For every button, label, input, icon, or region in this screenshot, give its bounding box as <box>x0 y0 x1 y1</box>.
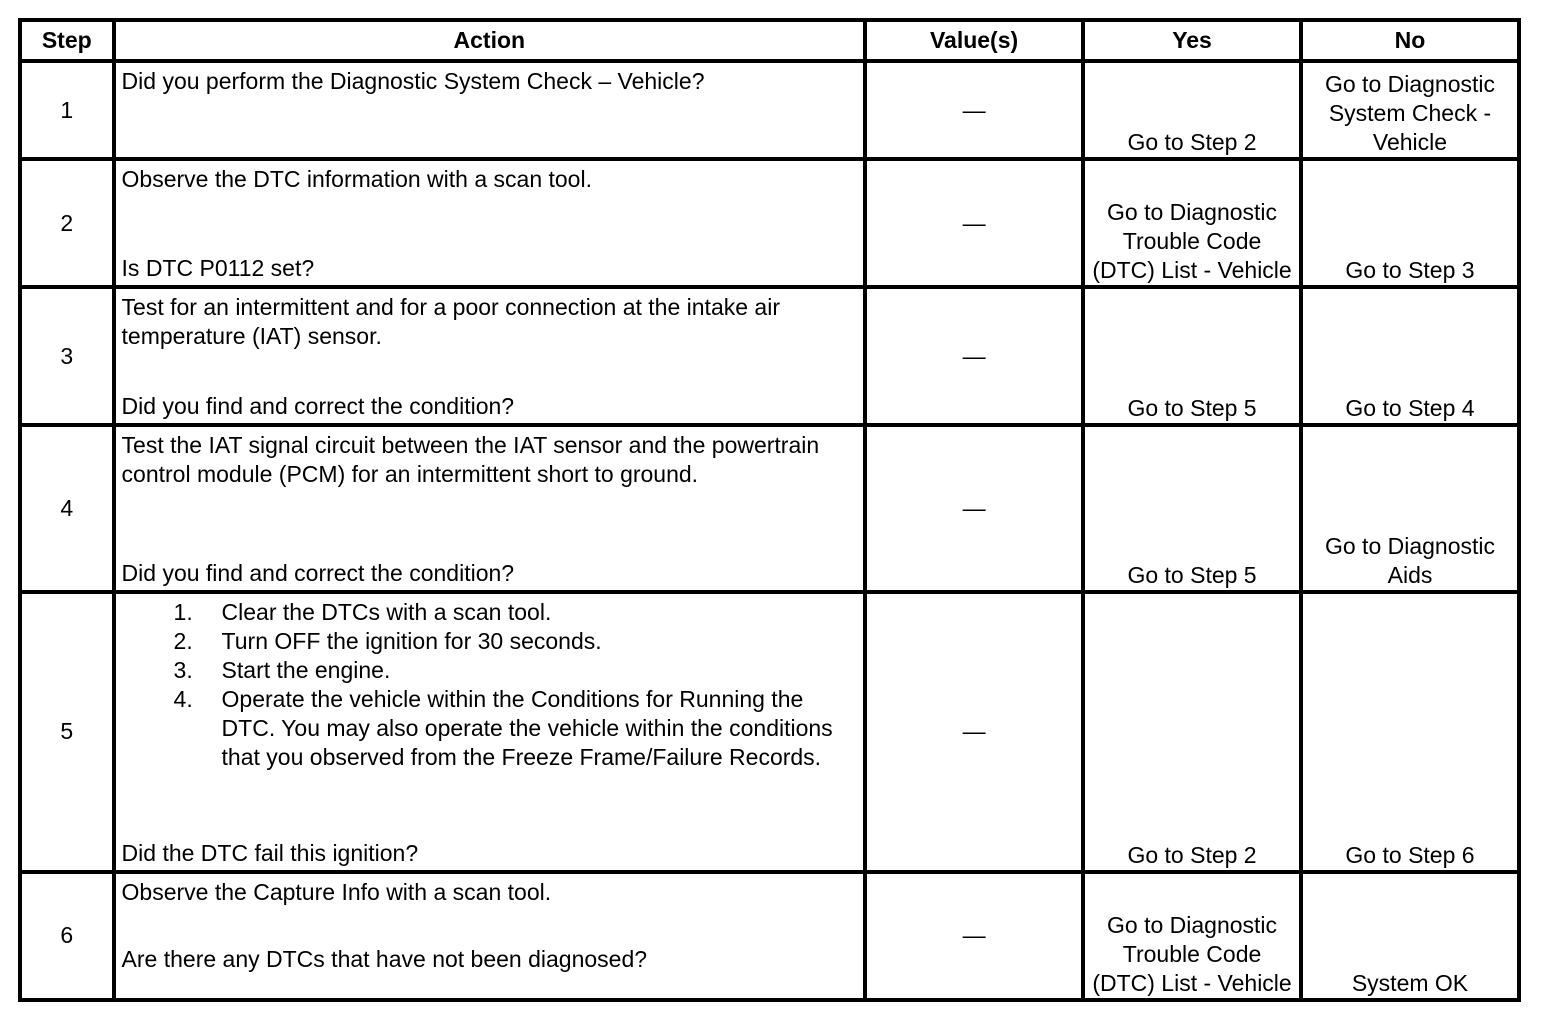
step-number: 3 <box>20 287 114 425</box>
value-cell: — <box>865 425 1083 591</box>
action-question: Did you find and correct the condition? <box>121 393 515 420</box>
step-number: 5 <box>20 592 114 872</box>
header-action: Action <box>114 20 866 61</box>
action-question: Is DTC P0112 set? <box>121 255 315 282</box>
no-cell: Go to Diagnostic Aids <box>1301 425 1519 591</box>
substep-number: 1. <box>173 598 193 625</box>
no-cell: System OK <box>1301 872 1519 1000</box>
substep-list <box>122 598 858 772</box>
value-cell: — <box>865 872 1083 1000</box>
action-question: Did the DTC fail this ignition? <box>121 839 419 866</box>
value-cell: — <box>865 159 1083 287</box>
no-cell: Go to Step 4 <box>1301 287 1519 425</box>
substep-item <box>174 598 858 627</box>
substep-number: 3. <box>173 656 193 683</box>
action-text: Observe the DTC information with a scan tool. <box>121 166 592 193</box>
diagnostic-table <box>18 18 1521 1002</box>
no-cell: Go to Step 3 <box>1301 159 1519 287</box>
header-values: Value(s) <box>865 20 1083 61</box>
substep-text: Start the engine. <box>221 656 391 683</box>
yes-cell: Go to Step 5 <box>1083 287 1301 425</box>
step-number: 2 <box>20 159 114 287</box>
action-text: Test the IAT signal circuit between the IAT sensor and the powertrain control module (PCM) for an intermittent short to ground. <box>121 432 820 488</box>
yes-cell: Go to Step 5 <box>1083 425 1301 591</box>
action-question: Are there any DTCs that have not been diagnosed? <box>121 945 648 972</box>
value-cell: — <box>865 287 1083 425</box>
table-row <box>20 287 1519 425</box>
yes-cell: Go to Diagnostic Trouble Code (DTC) List - Vehicle <box>1083 159 1301 287</box>
action-text: Observe the Capture Info with a scan tool. <box>121 878 552 905</box>
value-cell: — <box>865 592 1083 872</box>
yes-cell: Go to Step 2 <box>1083 61 1301 159</box>
table-row <box>20 592 1519 872</box>
substep-text: Clear the DTCs with a scan tool. <box>221 598 552 625</box>
action-text: Test for an intermittent and for a poor connection at the intake air temperature (IAT) sensor. <box>121 294 780 350</box>
step-number: 4 <box>20 425 114 591</box>
action-cell <box>114 61 866 159</box>
no-cell: Go to Diagnostic System Check - Vehicle <box>1301 61 1519 159</box>
action-question: Did you find and correct the condition? <box>121 559 515 586</box>
value-cell: — <box>865 61 1083 159</box>
header-no: No <box>1301 20 1519 61</box>
action-text: Did you perform the Diagnostic System Check – Vehicle? <box>121 68 705 94</box>
substep-number: 4. <box>173 685 193 712</box>
no-cell: Go to Step 6 <box>1301 592 1519 872</box>
yes-cell: Go to Step 2 <box>1083 592 1301 872</box>
yes-cell: Go to Diagnostic Trouble Code (DTC) List - Vehicle <box>1083 872 1301 1000</box>
substep-number: 2. <box>173 627 193 654</box>
header-row <box>20 20 1519 61</box>
header-yes: Yes <box>1083 20 1301 61</box>
substep-item <box>174 627 858 656</box>
step-number: 6 <box>20 872 114 1000</box>
substep-text: Operate the vehicle within the Conditions for Running the DTC. You may also operate the vehicle within the conditions that you observed from the Freeze Frame/Failure Records. <box>221 685 833 770</box>
table-row <box>20 61 1519 159</box>
table-row <box>20 872 1519 1000</box>
substep-item <box>174 685 858 772</box>
action-cell <box>114 425 866 591</box>
action-cell <box>114 592 866 872</box>
table-row <box>20 159 1519 287</box>
action-cell <box>114 872 866 1000</box>
table-row <box>20 425 1519 591</box>
header-step: Step <box>20 20 114 61</box>
action-cell <box>114 159 866 287</box>
action-cell <box>114 287 866 425</box>
step-number: 1 <box>20 61 114 159</box>
substep-item <box>174 656 858 685</box>
substep-text: Turn OFF the ignition for 30 seconds. <box>221 627 602 654</box>
